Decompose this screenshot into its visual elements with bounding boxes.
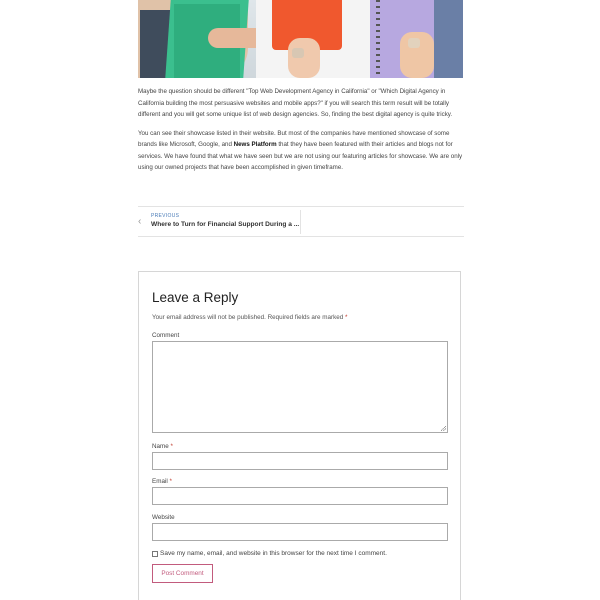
paragraph-text: You can see their showcase listed in their website. But most of the companies have mentioned showcase of some brands like Microsoft, Google, and (138, 129, 450, 148)
article-paragraph (138, 128, 464, 174)
bold-link-text: News Platform (233, 141, 277, 148)
name-label (152, 443, 173, 450)
website-label: Website (152, 514, 175, 521)
denim-sleeve-shape (434, 0, 463, 78)
website-field[interactable] (152, 523, 448, 541)
resize-handle-icon[interactable] (441, 426, 446, 431)
article-paragraph: Maybe the question should be different "Top Web Development Agency in California" or "Which Digital Agency in California building the most persuasive websites and mobile apps?" if you will search this term result will be totally different and you will get some unique list of web design agencies. So, finding the best digital agency is quite tricky. (138, 88, 453, 118)
email-label-text: Email (152, 478, 170, 485)
comment-form (138, 271, 461, 600)
save-info-label: Save my name, email, and website in this browser for the next time I comment. (160, 550, 387, 557)
post-comment-button[interactable]: Post Comment (152, 564, 213, 583)
reply-heading: Leave a Reply (152, 290, 239, 305)
wristwatch-shape-2 (408, 38, 420, 48)
previous-post-link[interactable] (138, 210, 301, 234)
reply-note (152, 314, 347, 321)
email-label (152, 478, 172, 485)
name-label-text: Name (152, 443, 171, 450)
comment-label: Comment (152, 332, 180, 339)
chevron-left-icon: ‹ (138, 216, 142, 227)
article-body (138, 86, 464, 181)
wristwatch-shape (292, 48, 304, 58)
article-hero-image (138, 0, 463, 78)
reply-note-text: Your email address will not be published. Required fields are marked (152, 314, 345, 321)
required-mark: * (169, 478, 172, 485)
notebook-spiral-shape (376, 0, 380, 78)
paragraph-text: that they have been featured with their articles and blogs not for services. We have found that what we have seen but we are not using our featuring articles for showcase. We are only using our owned projects that have been accomplished in given timeframe. (138, 141, 463, 171)
required-mark: * (344, 314, 348, 321)
comment-textarea[interactable] (152, 341, 448, 433)
previous-label: PREVIOUS (151, 213, 180, 219)
required-mark: * (170, 443, 173, 450)
save-info-row (152, 549, 387, 558)
previous-post-title[interactable]: Where to Turn for Financial Support During a ... (151, 221, 300, 228)
hero-arm-shape (288, 38, 320, 78)
save-info-checkbox[interactable] (152, 551, 158, 557)
post-navigation (138, 206, 464, 237)
email-field[interactable] (152, 487, 448, 505)
name-field[interactable] (152, 452, 448, 470)
